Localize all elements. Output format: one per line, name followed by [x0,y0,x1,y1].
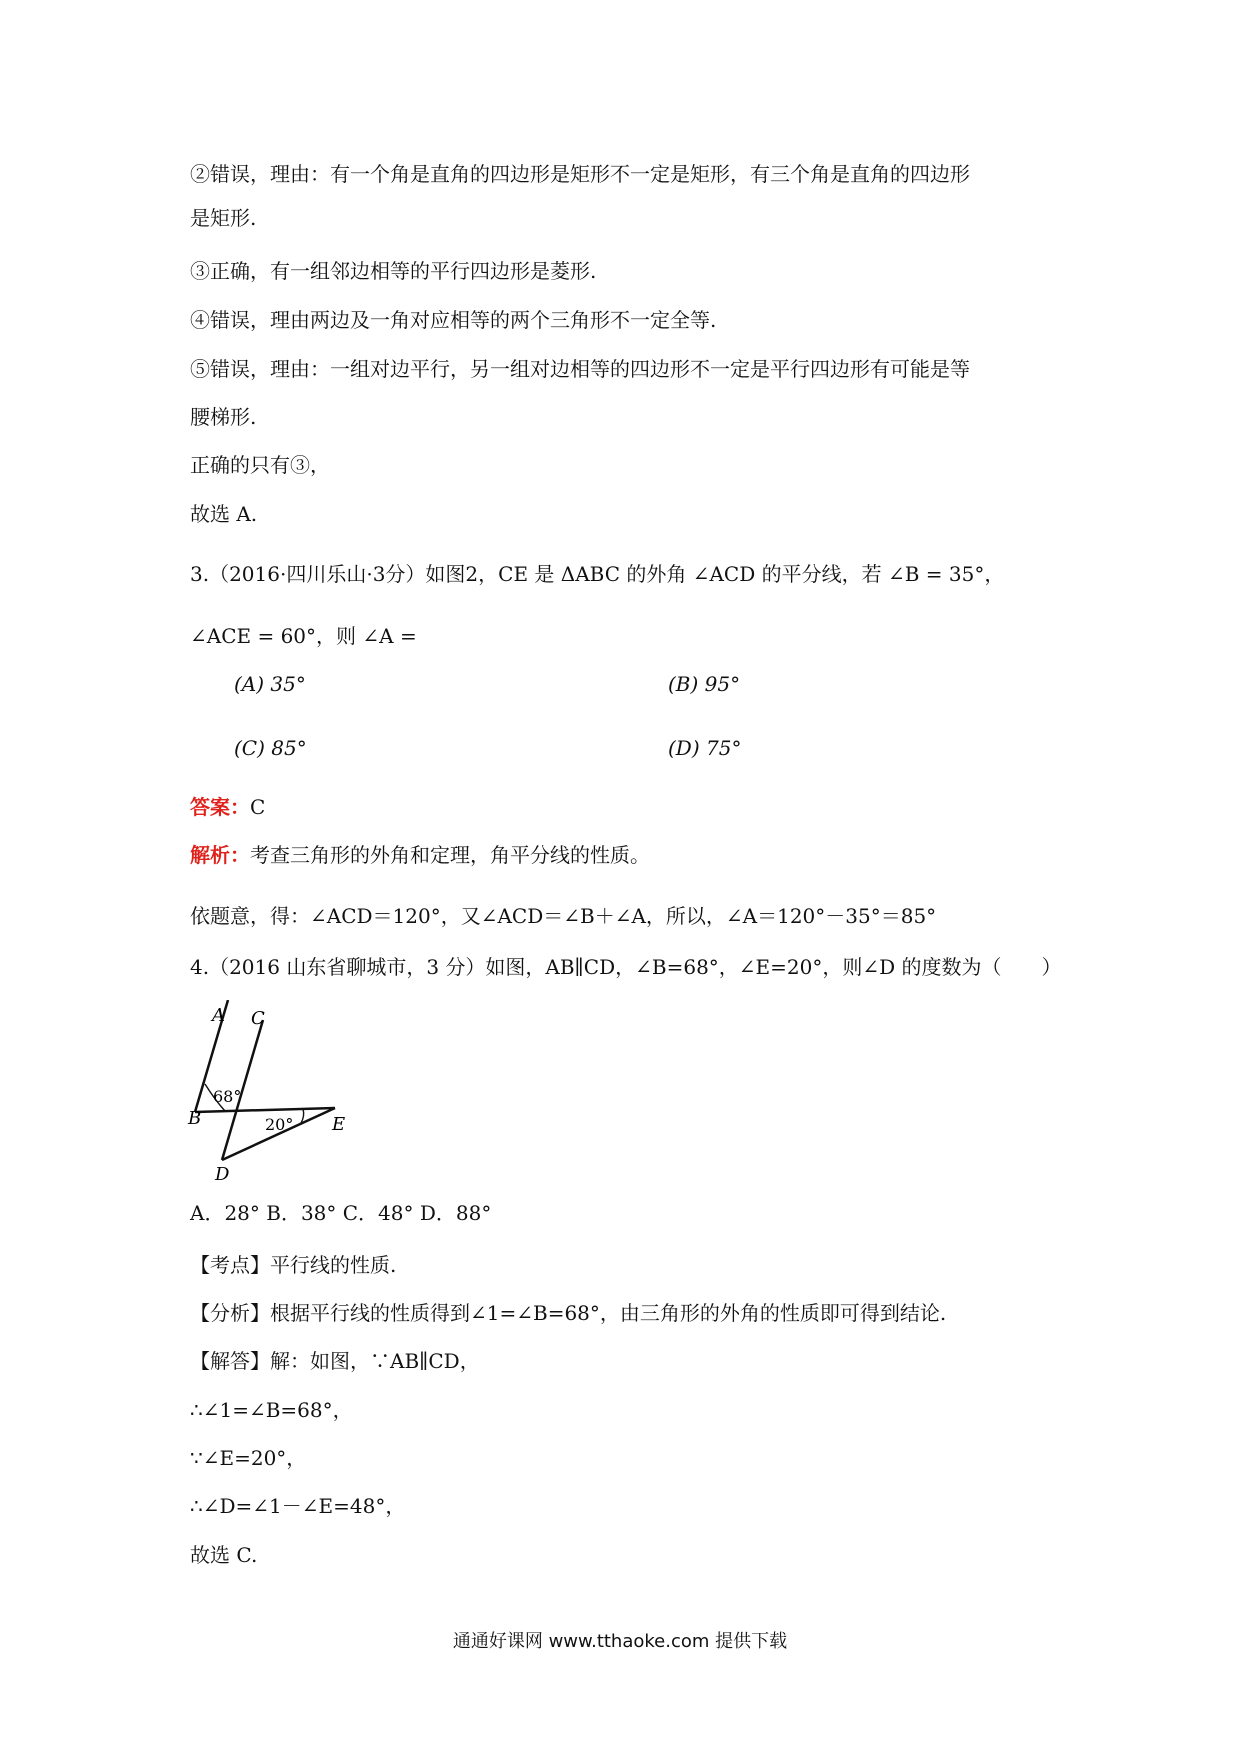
label-c: C [251,1008,265,1029]
question-4-options: A．28° B．38° C．48° D．88° [190,1201,492,1225]
analysis-line [190,841,650,869]
angle-e-label: 20° [265,1115,294,1134]
angle-e-arc [301,1109,304,1123]
label-b: B [188,1108,202,1129]
text-line: 正确的只有③， [190,453,330,477]
answer-line [190,793,265,821]
label-a: A [212,1005,225,1026]
question-3-stem: 3.（2016·四川乐山·3分）如图2，CE 是 ΔABC 的外角 ∠ACD 的平分线，若 ∠B = 35°， [190,562,1005,586]
text-line: ②错误，理由：有一个角是直角的四边形是矩形不一定是矩形，有三个角是直角的四边形 [190,162,970,186]
option-c: (C) 85° [234,736,307,760]
kaodian-line: 【考点】平行线的性质. [190,1253,397,1277]
solution-step: 故选 C. [190,1543,258,1567]
option-a: (A) 35° [234,672,306,696]
fenxi-line: 【分析】根据平行线的性质得到∠1=∠B=68°，由三角形的外角的性质即可得到结论. [190,1301,947,1325]
text-line: ④错误，理由两边及一角对应相等的两个三角形不一定全等. [190,308,717,332]
option-d: (D) 75° [668,736,742,760]
geometry-figure [185,1000,355,1180]
text-line: 是矩形. [190,206,257,230]
jieda-line: 【解答】解：如图，∵AB∥CD， [190,1349,480,1373]
label-e: E [332,1114,346,1135]
angle-b-label: 68° [213,1087,242,1106]
label-d: D [215,1164,230,1180]
answer-value: C [250,795,266,819]
work-line: 依题意，得：∠ACD＝120°，又∠ACD＝∠B＋∠A，所以，∠A＝120°－35°＝85° [190,904,937,928]
text-line: ③正确，有一组邻边相等的平行四边形是菱形. [190,259,597,283]
analysis-text: 考查三角形的外角和定理，角平分线的性质。 [250,843,650,867]
solution-step: ∵∠E=20°， [190,1446,307,1470]
line-be [195,1108,335,1112]
footer-text: 通通好课网 www.tthaoke.com 提供下载 [452,1631,788,1652]
question-4-stem: 4.（2016 山东省聊城市，3 分）如图，AB∥CD，∠B=68°，∠E=20°，则∠D 的度数为（ ） [190,955,1062,979]
text-line: ⑤错误，理由：一组对边平行，另一组对边相等的四边形不一定是平行四边形有可能是等 [190,357,970,381]
text-line: 故选 A. [190,502,258,526]
option-b: (B) 95° [668,672,741,696]
question-3-stem-cont: ∠ACE = 60°，则 ∠A = [190,624,417,648]
answer-label: 答案： [190,795,250,819]
analysis-label: 解析： [190,843,250,867]
text-line: 腰梯形. [190,405,257,429]
solution-step: ∴∠1=∠B=68°， [190,1398,353,1422]
solution-step: ∴∠D=∠1－∠E=48°， [190,1494,406,1518]
